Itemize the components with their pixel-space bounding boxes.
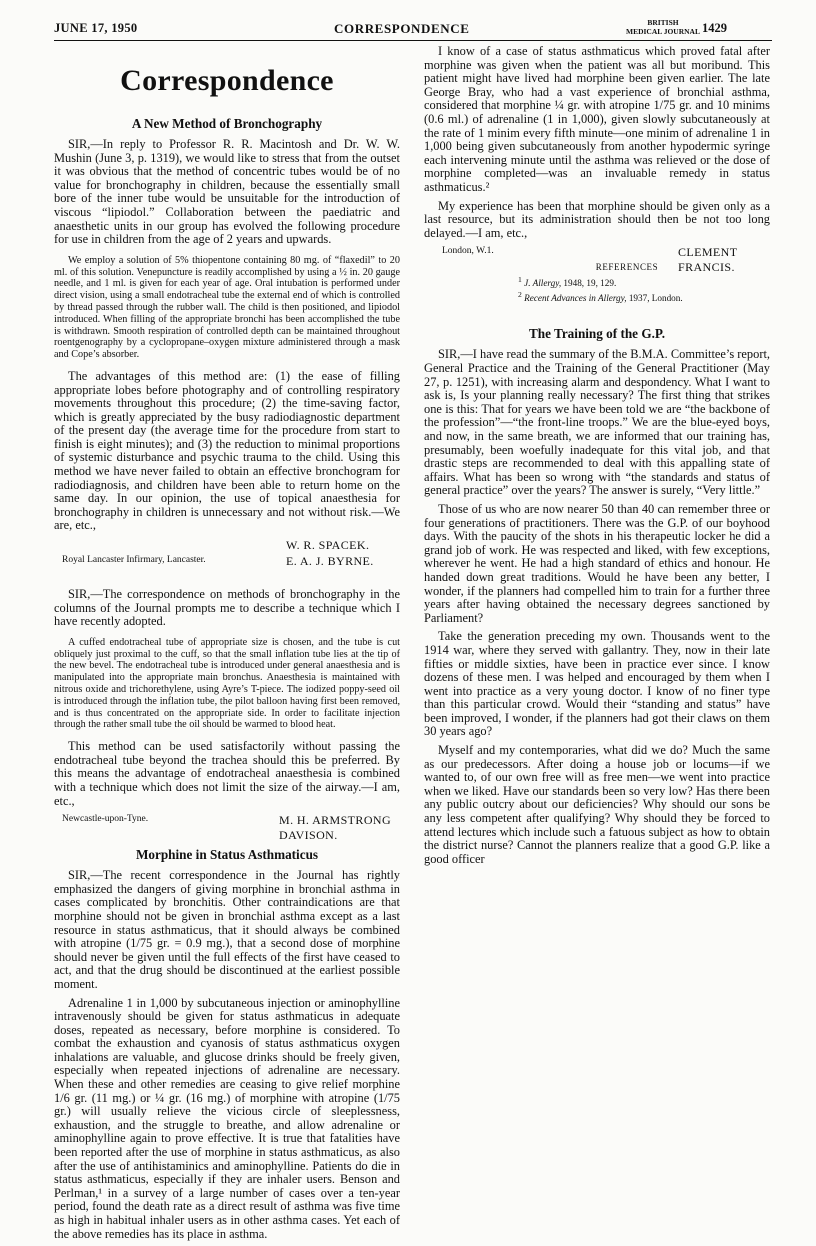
paragraph: Those of us who are now nearer 50 than 40 can remember three or four generations of practitioners. There was the G.P. of our boyhood days. With the paucity of the shots in his therapeutic locker he did a grand job of work. He was respected and liked, with few exceptions, wherever he went. He had a high standard of ethics and honour. He handed down great traditions. Would he have been any better, I wonder, if the planners had compelled him to train for a further three years after having obtained the necessary degrees sanctioned by Parliament?: [424, 501, 770, 625]
journal-name: [626, 18, 700, 36]
paragraph: SIR,—In reply to Professor R. R. Macintosh and Dr. W. W. Mushin (June 3, p. 1319), we would like to stress that from the outset it was obvious that the method of concentric tubes would be of no value for bronchography in children, because the essentially small bore of the inner tube would be unsuitable for the introduction of viscous “lipiodol.” Collaboration between the paediatric and anaesthetic units in our group has evolved the following procedure for use in children from the age of 2 years and upwards.: [54, 137, 400, 247]
signer-place: Royal Lancaster Infirmary, Lancaster.: [62, 555, 206, 566]
paragraph: SIR,—The recent correspondence in the Journal has rightly emphasized the dangers of giving morphine in bronchial asthma in cases complicated by bronchitis. Other contraindications are that morphine should not be given in bronchial asthma except as a last resource in status asthmaticus, that it should always be combined with atropine (1/75 gr. = 0.9 mg.), that a second dose of morphine should never be given until the full effects of the first have ceased to act, and that the drug should be discontinued at the earliest possible moment.: [54, 868, 400, 991]
article-heading-training-gp: The Training of the G.P.: [528, 326, 666, 342]
signer-name: E. A. J. BYRNE.: [286, 554, 374, 569]
reference-item: [518, 289, 770, 304]
reference-title: J. Allergy,: [524, 278, 562, 289]
paragraph: Adrenaline 1 in 1,000 by subcutaneous injection or aminophylline intravenously should be given for status asthmaticus in adequate doses, repeated as necessary, before morphine is considered. To combat the exhaustion and cyanosis of status asthmaticus oxygen inhalations are valuable, and glucose drinks should be freely given, especially when repeated injections of adrenaline are necessary. When these and other remedies are ceasing to give relief morphine 1/6 gr. (11 mg.) or ¼ gr. (16 mg.) of morphine with atropine (1/75 gr.) will usually relieve the vicious circle of sleeplessness, exhaustion, and the struggle to breathe, and allow adrenaline or aminophylline again to prove effective. It is true that fatalities have been reported after the use of morphine in status asthmaticus, as also after the use of antihistaminics and aminophylline. Patients do die in status asthmaticus, especially if they are inhaler users. Benson and Perlman,¹ in a survey of a large number of cases over a ten-year period, found the death rate as a direct result of asthma was five time as high in habitual inhaler users as in other asthma cases. Yet each of the above remedies has its place in asthma.: [54, 995, 400, 1241]
left-column: [54, 50, 400, 1246]
issue-date: JUNE 17, 1950: [54, 21, 138, 35]
header-rule: [54, 40, 772, 41]
reference-number: 1: [518, 275, 522, 285]
paragraph: The advantages of this method are: (1) the ease of filling appropriate lobes before photography and of controlling respiratory movements throughout this procedure; (2) the time-saving factor, which is greatly appreciated by the busy radiodiagnostic department of the present day (the average time for the procedure from start to finish is eight minutes); and (3) the reduction to minimal proportions of systemic disturbance and psychic trauma to the child. Using this method we have never failed to obtain an effective bronchogram for radiodiagnosis, and children have been able to return home on the same day. In our opinion, the use of topical anaesthesia for bronchography in children is unnecessary and not without risk.—We are, etc.,: [54, 368, 400, 533]
signer-place: Newcastle-upon-Tyne.: [62, 814, 149, 825]
right-column: [424, 45, 770, 871]
signature-line: [54, 554, 400, 568]
spacer: [424, 304, 770, 326]
section-name: CORRESPONDENCE: [334, 21, 470, 36]
spacer: [54, 570, 400, 588]
signer-place: London, W.1.: [442, 246, 494, 257]
paragraph: This method can be used satisfactorily without passing the endotracheal tube beyond the trachea should this be preferred. By this means the advantage of endotracheal anaesthesia is combined with a technique which does not limit the size of the airway.—I am, etc.,: [54, 739, 400, 808]
running-header: [54, 18, 772, 40]
references-heading: REFERENCES: [595, 262, 659, 273]
reference-item: [518, 274, 770, 289]
signer-name: CLEMENT FRANCIS.: [678, 245, 738, 275]
reference-title: Recent Advances in Allergy,: [524, 293, 627, 304]
signer-name: W. R. SPACEK.: [286, 538, 370, 553]
paragraph: SIR,—I have read the summary of the B.M.A. Committee’s report, General Practice and the Training of the General Practitioner (May 27, p. 1251), with increasing alarm and despondency. What I want to ask is, Is your planning really necessary? The first thing that strikes one is this: That for years we have been told we are “the backbone of the profession”—“the front-line troops.” We are the blue-eyed boys, and now, in the same breath, we are informed that our training has, presumably, been woefully inadequate for this vital job, and that drastic steps are recommended to deal with this appalling state of affairs. What has been so wrong with “the standards and status of general practice” over the years? The answer is surely, “Very little.”: [424, 347, 770, 498]
paragraph: My experience has been that morphine should be given only as a last resource, but its administration should then be not too long delayed.—I am, etc.,: [424, 198, 770, 240]
reference-detail: 1948, 19, 129.: [563, 278, 617, 289]
paragraph: Myself and my contemporaries, what did we do? Much the same as our predecessors. After doing a house job or locums—if we wanted to, of our own free will as free men—we went into practice when we liked. Have our standards been so very low? Has there been any public outcry about our deficiencies? Why should our sons be any less competent after qualifying? Why should they be forced to attend lectures which include such a fatuous subject as how to obtain the district nurse? Cannot the planners realize that a good G.P. like a good officer: [424, 743, 770, 866]
signature-line: [54, 813, 400, 843]
article-heading-bronchography: A New Method of Bronchography: [131, 116, 323, 131]
reference-number: 2: [518, 290, 522, 300]
journal-name-line2: MEDICAL JOURNAL: [626, 27, 700, 36]
paragraph-small: A cuffed endotracheal tube of appropriate size is chosen, and the tube is cut obliquely just proximal to the cuff, so that the small inflation tube lies at the tip of the new bevel. The endotracheal tube is introduced under general anaesthesia and is manipulated into the appropriate main bronchus. Anaesthesia is maintained with nitrous oxide and trichorethylene, using Ayre’s T-piece. The iodized poppy-seed oil is introduced through the inflation tube, the pilot balloon having first been removed, and is thus concentrated on the appropriate side. In order to facilitate injection through the rather small tube the oil should be warmed to blood heat.: [54, 636, 400, 731]
signature-line: [54, 538, 400, 552]
paragraph: Take the generation preceding my own. Thousands went to the 1914 war, where they served with gallantry. They, now in their late fifties or middle sixties, have been in practice ever since. I know dozens of these men. I was helped and encouraged by them when I went into practice as a very young doctor. I know of no finer type than this particular crowd. Would their “standing and status” have been improved, I wonder, if the planners had got their claws on them 30 years ago?: [424, 629, 770, 739]
journal-name-line1: BRITISH: [647, 18, 679, 27]
paragraph: I know of a case of status asthmaticus which proved fatal after morphine was given when the patient was all but moribund. This patient might have lived had morphine been given earlier. The late George Bray, who had a vast experience of bronchial asthma, considered that morphine ¼ gr. with atropine 1/75 gr. and 10 minims (0.6 ml.) of adrenaline (1 in 1,000), given slowly subcutaneously at the rate of 1 minim every fifth minute—one minim of adrenaline 1 in 1,000 being given subcutaneously from another hypodermic syringe each intervening minute until the asthma was relieved or the dose of morphine completed—was an invaluable remedy in status asthmaticus.²: [424, 44, 770, 194]
page-number: 1429: [702, 21, 727, 35]
page-title: Correspondence: [120, 64, 334, 97]
reference-detail: 1937, London.: [628, 293, 683, 304]
journal-page: [54, 18, 772, 1241]
paragraph: SIR,—The correspondence on methods of bronchography in the columns of the Journal prompts me to describe a technique which I have recently adopted.: [54, 587, 400, 629]
signer-name: M. H. ARMSTRONG DAVISON.: [279, 813, 392, 843]
article-heading-morphine: Morphine in Status Asthmaticus: [135, 847, 319, 863]
paragraph-small: We employ a solution of 5% thiopentone containing 80 mg. of “flaxedil” to 20 ml. of this solution. Venepuncture is readily accomplished by using a ½ in. 20 gauge needle, and 1 ml. is given for each year of age. Oral intubation is performed under direct vision, using a small endotracheal tube the external end of which is controlled by thread passed through the rubber wall. The child is then positioned, and lipiodol introduced. When filling of the appropriate bronchi has been accomplished the tube is withdrawn. Smooth respiration of controlled depth can be maintained throughout roentgenography by a cyclopropane–oxygen mixture administered through a mask and Cope’s absorber.: [54, 254, 400, 361]
